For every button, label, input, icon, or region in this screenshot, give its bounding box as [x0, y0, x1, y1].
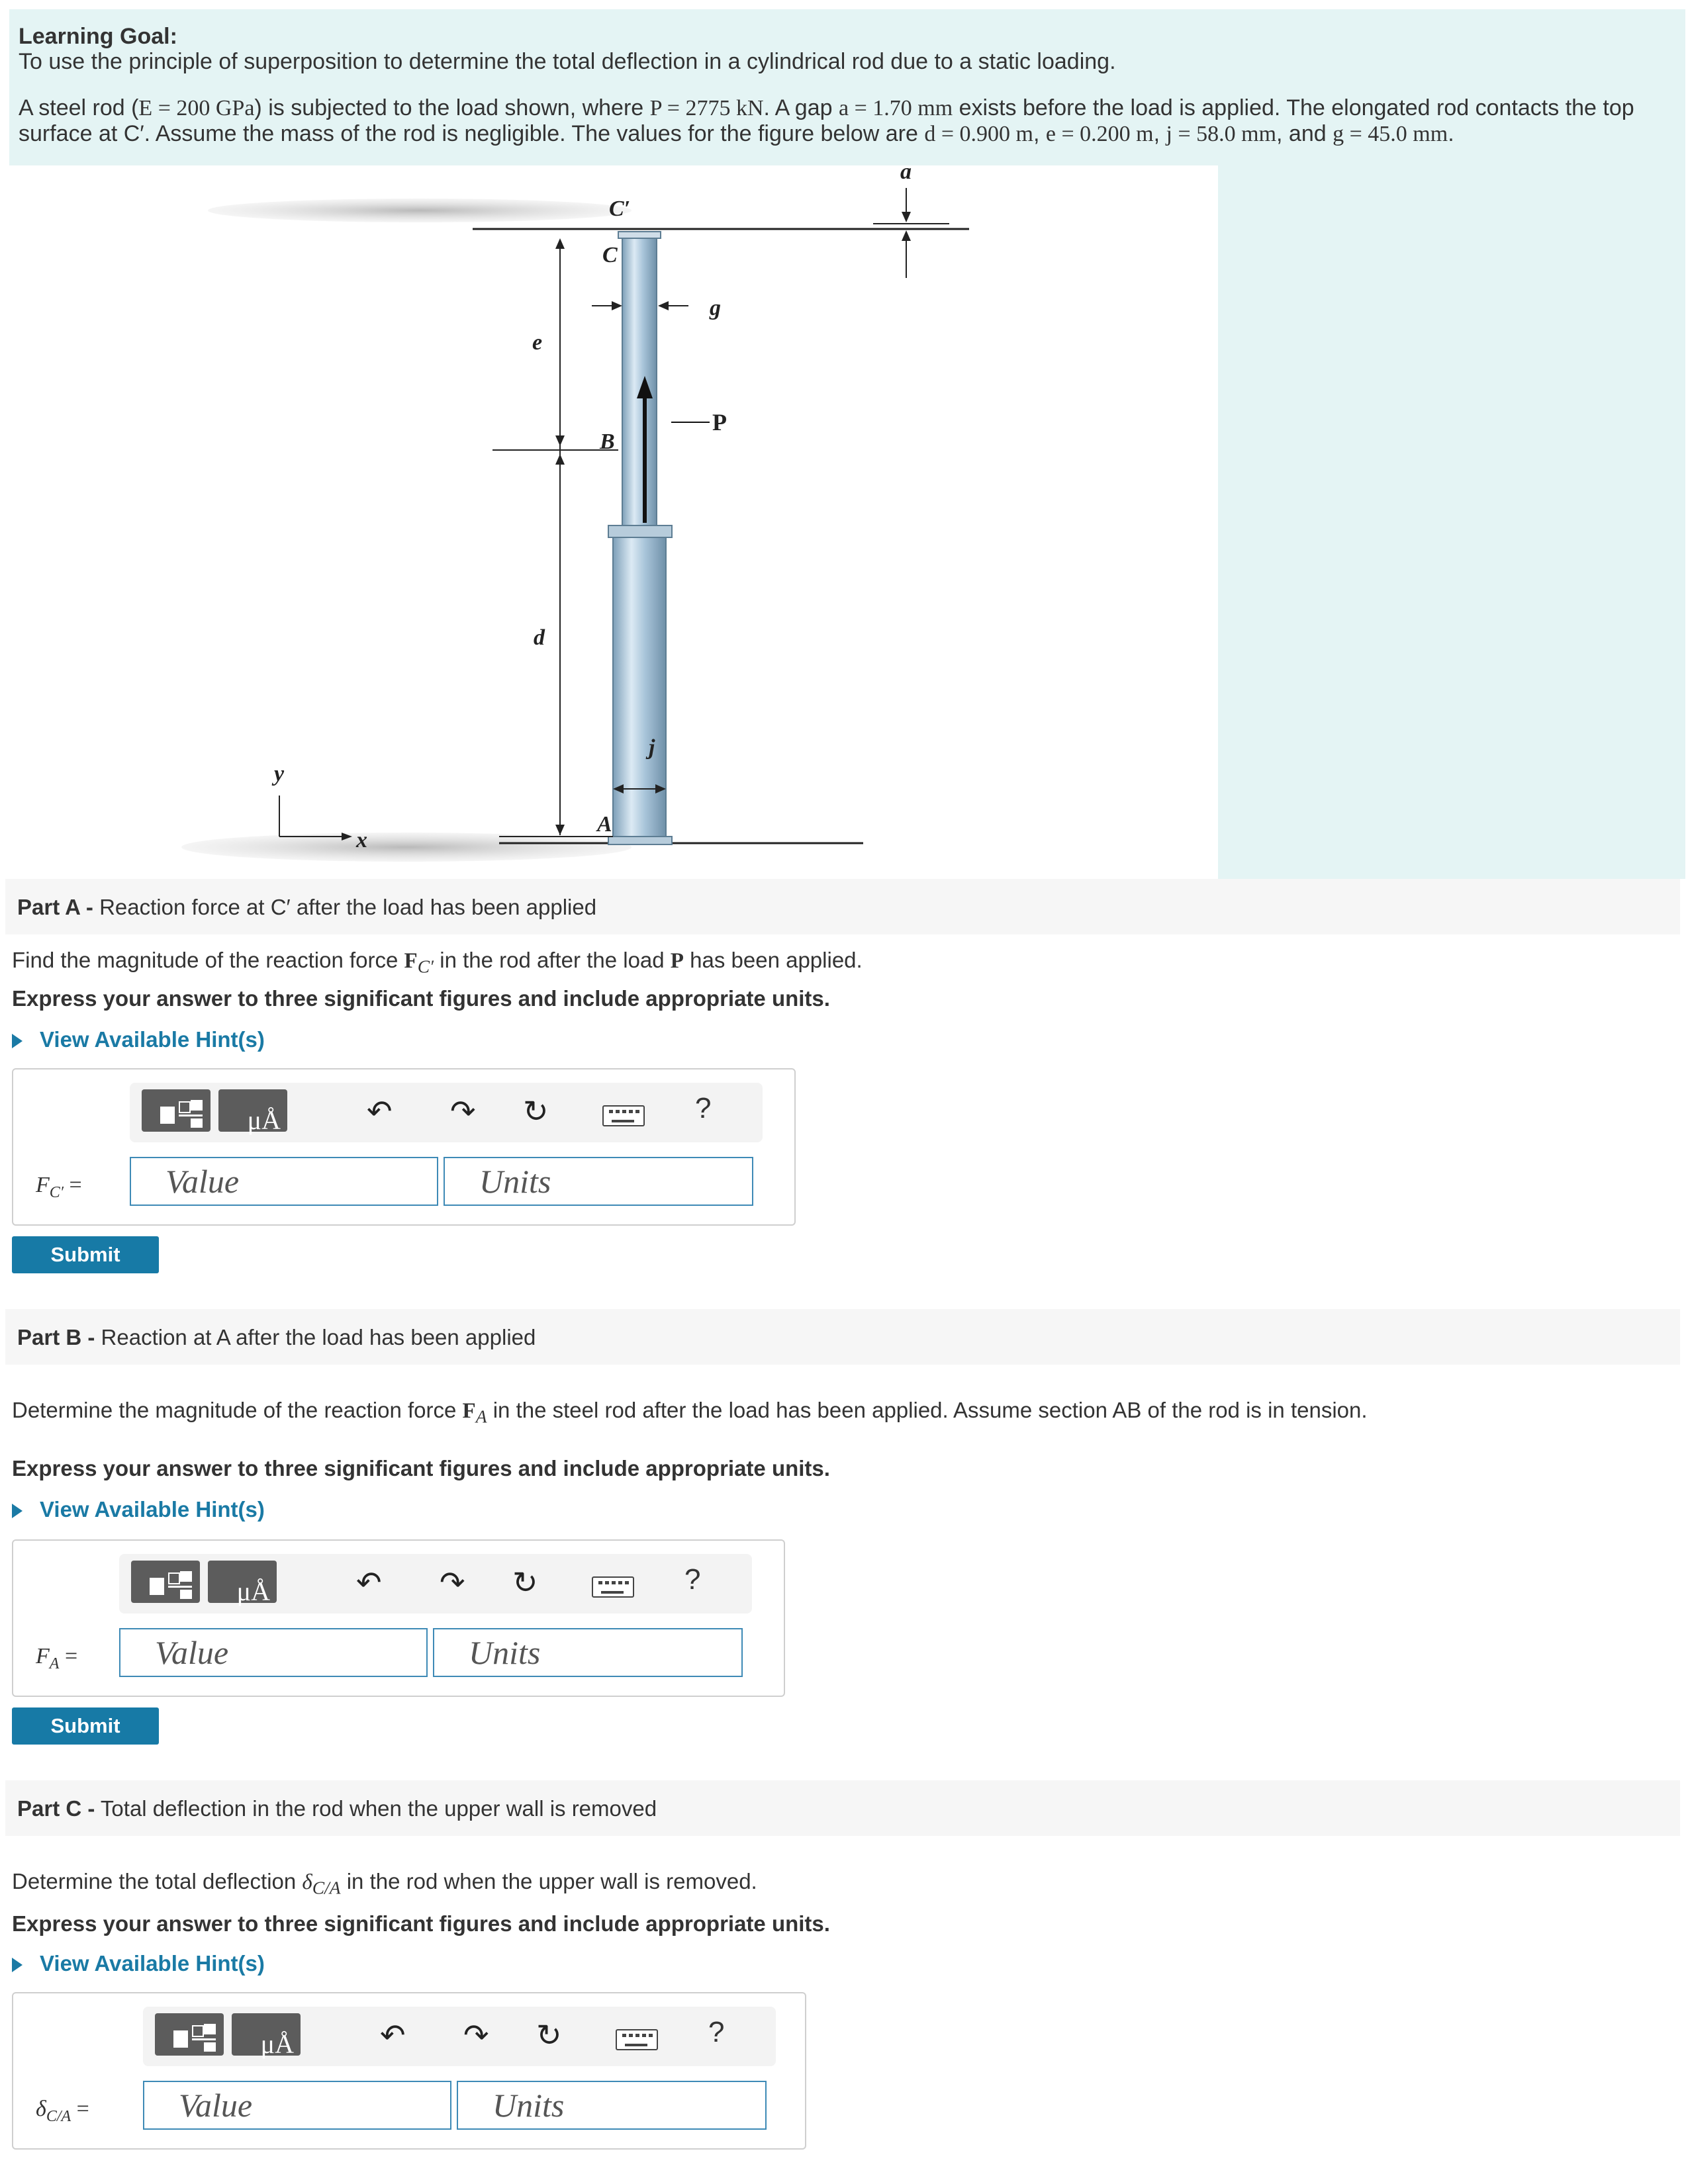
expand-triangle-icon [12, 1958, 23, 1972]
part-a-header[interactable] [5, 879, 1680, 934]
part-a-label: Part A - [17, 895, 93, 919]
rod-section-ab [613, 537, 666, 839]
rod-figure [9, 165, 1218, 879]
part-a-submit-button[interactable]: Submit [12, 1236, 159, 1273]
part-c-question: Determine the total deflection $\delta_{C/A}$ in the rod when the upper wall is removed. [12, 1869, 757, 1898]
redo-icon[interactable]: ↷ [450, 1094, 476, 1128]
part-c-label: Part C - [17, 1796, 95, 1821]
part-a-value-input[interactable] [130, 1157, 438, 1206]
part-c-title: Total deflection in the rod when the upper wall is removed [95, 1796, 657, 1821]
upper-wall [208, 199, 632, 222]
learning-goal-title: Learning Goal: [19, 24, 177, 49]
part-a-hint-link[interactable]: View Available Hint(s) [12, 1027, 265, 1052]
part-a-instruction: Express your answer to three significant figures and include appropriate units. [12, 986, 830, 1011]
part-b-value-input[interactable] [119, 1628, 428, 1677]
j-value: j = 58.0 mm [1166, 122, 1277, 146]
e-value: e = 0.200 m [1045, 122, 1154, 146]
part-a-variable-label: $F_{C'}$ = [36, 1173, 82, 1201]
label-c: C [602, 243, 618, 267]
part-c-hint-link[interactable]: View Available Hint(s) [12, 1951, 265, 1976]
label-p: P [712, 409, 727, 435]
learning-goal-panel [9, 9, 1685, 879]
rod-diagram [9, 165, 1218, 879]
templates-icon[interactable] [142, 1089, 211, 1132]
reset-icon[interactable]: ↻ [523, 1094, 549, 1128]
templates-icon[interactable] [155, 2013, 224, 2056]
problem-statement: A steel rod (E = 200 GPa) is subjected to the load shown, where P = 2775 kN. A gap a = 1.70 mm exists before the load is applied. The elongated rod contacts the top surface at C′. Assume the mass of the rod is negligible. The values for the figure below are d = 0.900 m, e = 0.200 m, j = 58.0 mm, and g = 45.0 mm. [19, 95, 1634, 146]
help-icon[interactable]: ? [708, 2016, 725, 2048]
part-a-question: Find the magnitude of the reaction force $F_{C'}$ in the rod after the load P has been applied. [12, 948, 863, 977]
gap-value: a = 1.70 mm [839, 96, 953, 120]
part-c-answer-box [12, 1992, 806, 2150]
part-c-variable-label: $\delta_{C/A}$ = [36, 2097, 89, 2125]
part-b-variable-label: $F_A$ = [36, 1644, 78, 1672]
d-value: d = 0.900 m [924, 122, 1033, 146]
undo-icon[interactable]: ↶ [380, 2018, 406, 2052]
reset-icon[interactable]: ↻ [536, 2018, 562, 2052]
label-e: e [532, 330, 543, 355]
redo-icon[interactable]: ↷ [440, 1565, 465, 1600]
help-icon[interactable]: ? [684, 1563, 701, 1596]
undo-icon[interactable]: ↶ [367, 1094, 393, 1128]
templates-icon[interactable] [131, 1561, 200, 1603]
units-icon[interactable]: μÅ [218, 1089, 287, 1132]
part-b-units-input[interactable] [433, 1628, 743, 1677]
part-c-toolbar [143, 2007, 776, 2066]
part-b-header[interactable] [5, 1309, 1680, 1365]
expand-triangle-icon [12, 1504, 23, 1518]
label-g: g [710, 296, 721, 320]
units-icon[interactable]: μÅ [232, 2013, 301, 2056]
learning-goal-text: To use the principle of superposition to determine the total deflection in a cylindrical rod due to a static loading. [19, 49, 1116, 74]
label-d: d [534, 625, 545, 650]
part-a-title: Reaction force at C′ after the load has been applied [93, 895, 597, 919]
part-a-units-input[interactable] [444, 1157, 753, 1206]
part-b-title: Reaction at A after the load has been applied [95, 1325, 536, 1349]
undo-icon[interactable]: ↶ [356, 1565, 382, 1600]
part-c-units-input[interactable] [457, 2081, 767, 2130]
reset-icon[interactable]: ↻ [512, 1565, 538, 1600]
label-x: x [356, 828, 367, 852]
part-b-answer-box [12, 1539, 785, 1697]
units-icon[interactable]: μÅ [208, 1561, 277, 1603]
rod-section-bc [622, 234, 657, 525]
load-value: P = 2775 kN [649, 96, 764, 120]
keyboard-icon[interactable] [592, 1576, 634, 1598]
redo-icon[interactable]: ↷ [463, 2018, 489, 2052]
label-a-gap: a [900, 165, 912, 184]
part-b-toolbar [119, 1554, 752, 1614]
label-j: j [649, 735, 655, 760]
g-value: g = 45.0 mm [1333, 122, 1448, 146]
part-b-question: Determine the magnitude of the reaction force $F_A$ in the steel rod after the load has been applied. Assume section AB of the rod is in tension. [12, 1398, 1368, 1427]
collar-b [608, 525, 672, 537]
keyboard-icon[interactable] [616, 2029, 658, 2050]
part-c-header[interactable] [5, 1780, 1680, 1836]
label-b: B [600, 430, 615, 454]
part-c-value-input[interactable] [143, 2081, 451, 2130]
part-b-label: Part B - [17, 1325, 95, 1349]
label-cprime: C′ [609, 197, 631, 221]
part-b-hint-link[interactable]: View Available Hint(s) [12, 1497, 265, 1522]
modulus-value: E = 200 GPa [138, 96, 255, 120]
label-y: y [274, 762, 285, 786]
label-A: A [597, 812, 612, 837]
part-a-toolbar [130, 1083, 763, 1142]
part-c-instruction: Express your answer to three significant figures and include appropriate units. [12, 1911, 830, 1936]
expand-triangle-icon [12, 1034, 23, 1048]
help-icon[interactable]: ? [695, 1092, 712, 1124]
part-a-answer-box [12, 1068, 796, 1226]
part-b-instruction: Express your answer to three significant figures and include appropriate units. [12, 1456, 830, 1480]
keyboard-icon[interactable] [602, 1105, 645, 1126]
part-b-submit-button[interactable]: Submit [12, 1707, 159, 1745]
